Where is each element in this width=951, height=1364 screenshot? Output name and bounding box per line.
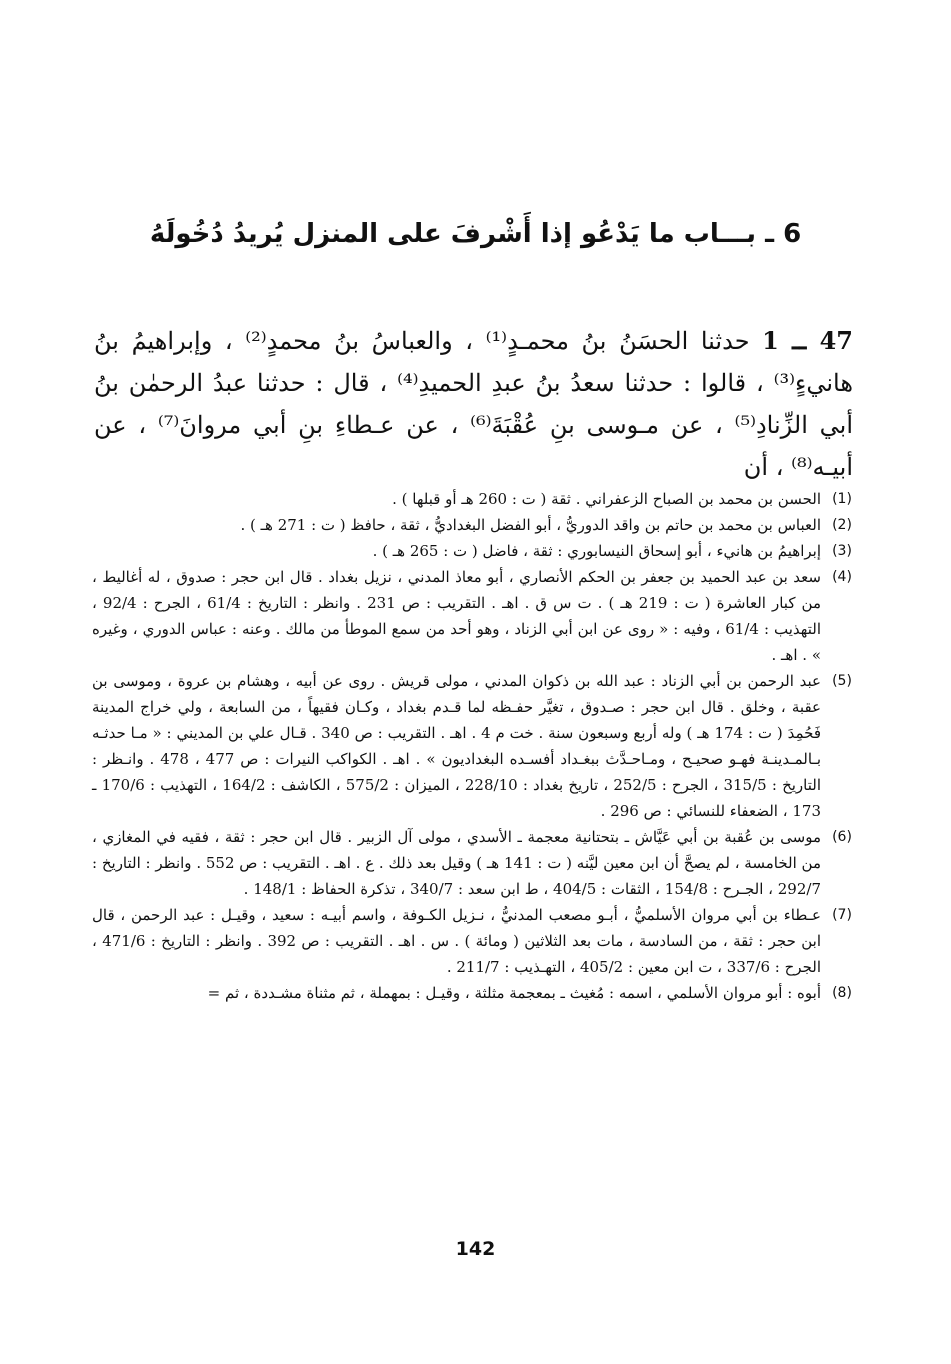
footnote-text: إبراهيمُ بن هانيء ، أبو إسحاق النيسابوري : ثقة ، فاضل ( ت : 265 هـ ) .	[372, 542, 821, 560]
hadith-body: حدثنا الحسَنُ بنُ محمـدٍ⁽¹⁾ ، والعباسُ بنُ محمدٍ⁽²⁾ ، وإبراهيمُ بنُ هانيءٍ⁽³⁾ ، قالوا : حدثنا سعدُ بنُ عبدِ الحميدِ⁽⁴⁾ ، قال : حدثنا عبدُ الرحمٰن بنُ أبي الزِّنادِ⁽⁵⁾ ، عن مـوسى بنِ عُقْبَةَ⁽⁶⁾ ، عن عـطاءِ بنِ أبي مروانَ⁽⁷⁾ ، عن أبيـه⁽⁸⁾ ، أن	[94, 327, 853, 481]
hadith-text	[94, 320, 853, 488]
footnote-number: (6)	[832, 829, 852, 845]
page-number: 142	[455, 1238, 496, 1260]
footnote-2	[92, 512, 852, 538]
footnote-number: (8)	[832, 985, 852, 1001]
footnote-number: (3)	[832, 543, 852, 559]
footnote-8	[92, 980, 852, 1006]
footnote-number: (2)	[832, 517, 852, 533]
footnote-text: الحسن بن محمد بن الصباح الزعفراني . ثقة ( ت : 260 هـ أو قبلها ) .	[392, 490, 821, 508]
footnote-number: (5)	[832, 673, 852, 689]
footnote-text: العباس بن محمد بن حاتم بن واقد الدوريُّ ، أبو الفضل البغداديُّ ، ثقة ، حافظ ( ت : 271 هـ ) .	[240, 516, 821, 534]
footnote-number: (1)	[832, 491, 852, 507]
footnote-text: موسى بن عُقبة بن أبي عَيَّاش ـ بتحتانية معجمة ـ الأسدي ، مولى آل الزبير . قال ابن حجر : ثقة ، فقيه في المغازي ، من الخامسة ، لم يصحَّ أن ابن معين ليَّنه ( ت : 141 هـ ) وقيل بعد ذلك . ع . اهـ . التقريب : ص 552 . وانظر : التاريخ : 292/7 ، الجـرح : 154/8 ، الثقات : 404/5 ، ط ابن سعد : 340/7 ، تذكرة الحفاظ : 148/1 .	[92, 828, 821, 898]
footnote-3	[92, 538, 852, 564]
footnote-4	[92, 564, 852, 668]
footnote-5	[92, 668, 852, 824]
footnote-7	[92, 902, 852, 980]
footnote-text: أبوه : أبو مروان الأسلمي ، اسمه : مُغيث ـ بمعجمة مثلثة ، وقيـل : بمهملة ، ثم مثناة مشـددة ، ثم =	[207, 984, 821, 1002]
footnote-text: عبد الرحمن بن أبي الزناد : عبد الله بن ذكوان المدني ، مولى قريش . روى عن أبيه ، وهشام بن عروة ، وموسى بن عقبة ، وخلق . قال ابن حجر : صـدوق ، تغيَّر حفـظه لما قـدم بغداد ، وكـان فقيهاً ، من السابعة ، ولي خراج المدينة فَحُمِدَ ( ت : 174 هـ ) وله أربع وسبعون سنة . خت م 4 . اهـ . التقريب : ص 340 . قـال علي بن المديني : « مـا حدثـه بـالمـدينـة فهـو صحيـح ، ومـاحـدَّث ببغـداد أفسـده البغداديون » . اهـ . الكواكب النيرات : ص 477 ، 478 . وانـظر : التاريخ : 315/5 ، الجرح : 252/5 ، تاريخ بغداد : 228/10 ، الميزان : 575/2 ، الكاشف : 164/2 ، التهذيب : 170/6 ـ 173 ، الضعفاء للنسائي : ص 296 .	[92, 672, 822, 820]
footnote-text: سعد بن عبد الحميد بن جعفر بن الحكم الأنصاري ، أبو معاذ المدني ، نزيل بغداد . قال ابن حجر : صدوق ، له أغاليط ، من كبار العاشرة ( ت : 219 هـ ) . ت س ق . اهـ . التقريب : ص 231 . وانظر : التاريخ : 61/4 ، الجرح : 92/4 ، التهذيب : 61/4 ، وفيه : « روى عن ابن أبي الزناد ، وهو أحد من سمع الموطأ من مالك . وعنه : عباس الدوري ، وغيره » . اهـ .	[92, 568, 821, 664]
footnote-number: (4)	[832, 569, 852, 585]
footnote-text: عـطاء بن أبي مروان الأسلميُّ ، أبـو مصعب المدنيُّ ، نـزيل الكـوفة ، واسم أبيـه : سعيد ، وقيـل : عبد الرحمن ، قال ابن حجر : ثقة ، من السادسة ، مات بعد الثلاثين ( ومائة ) . س . اهـ . التقريب : ص 392 . وانظر : التاريخ : 471/6 ، الجرح : 337/6 ، ت ابن معين : 405/2 ، التهـذيب : 211/7 .	[92, 906, 821, 976]
footnotes	[92, 486, 852, 1006]
chapter-title: 6 ـ بـــاب ما يَدْعُو إذا أَشْرفَ على المنزل يُريدُ دُخُولَهُ	[149, 219, 802, 249]
footnote-number: (7)	[832, 907, 852, 923]
footnote-6	[92, 824, 852, 902]
footnote-1	[92, 486, 852, 512]
hadith-number: 47 ــ 1	[762, 326, 853, 355]
